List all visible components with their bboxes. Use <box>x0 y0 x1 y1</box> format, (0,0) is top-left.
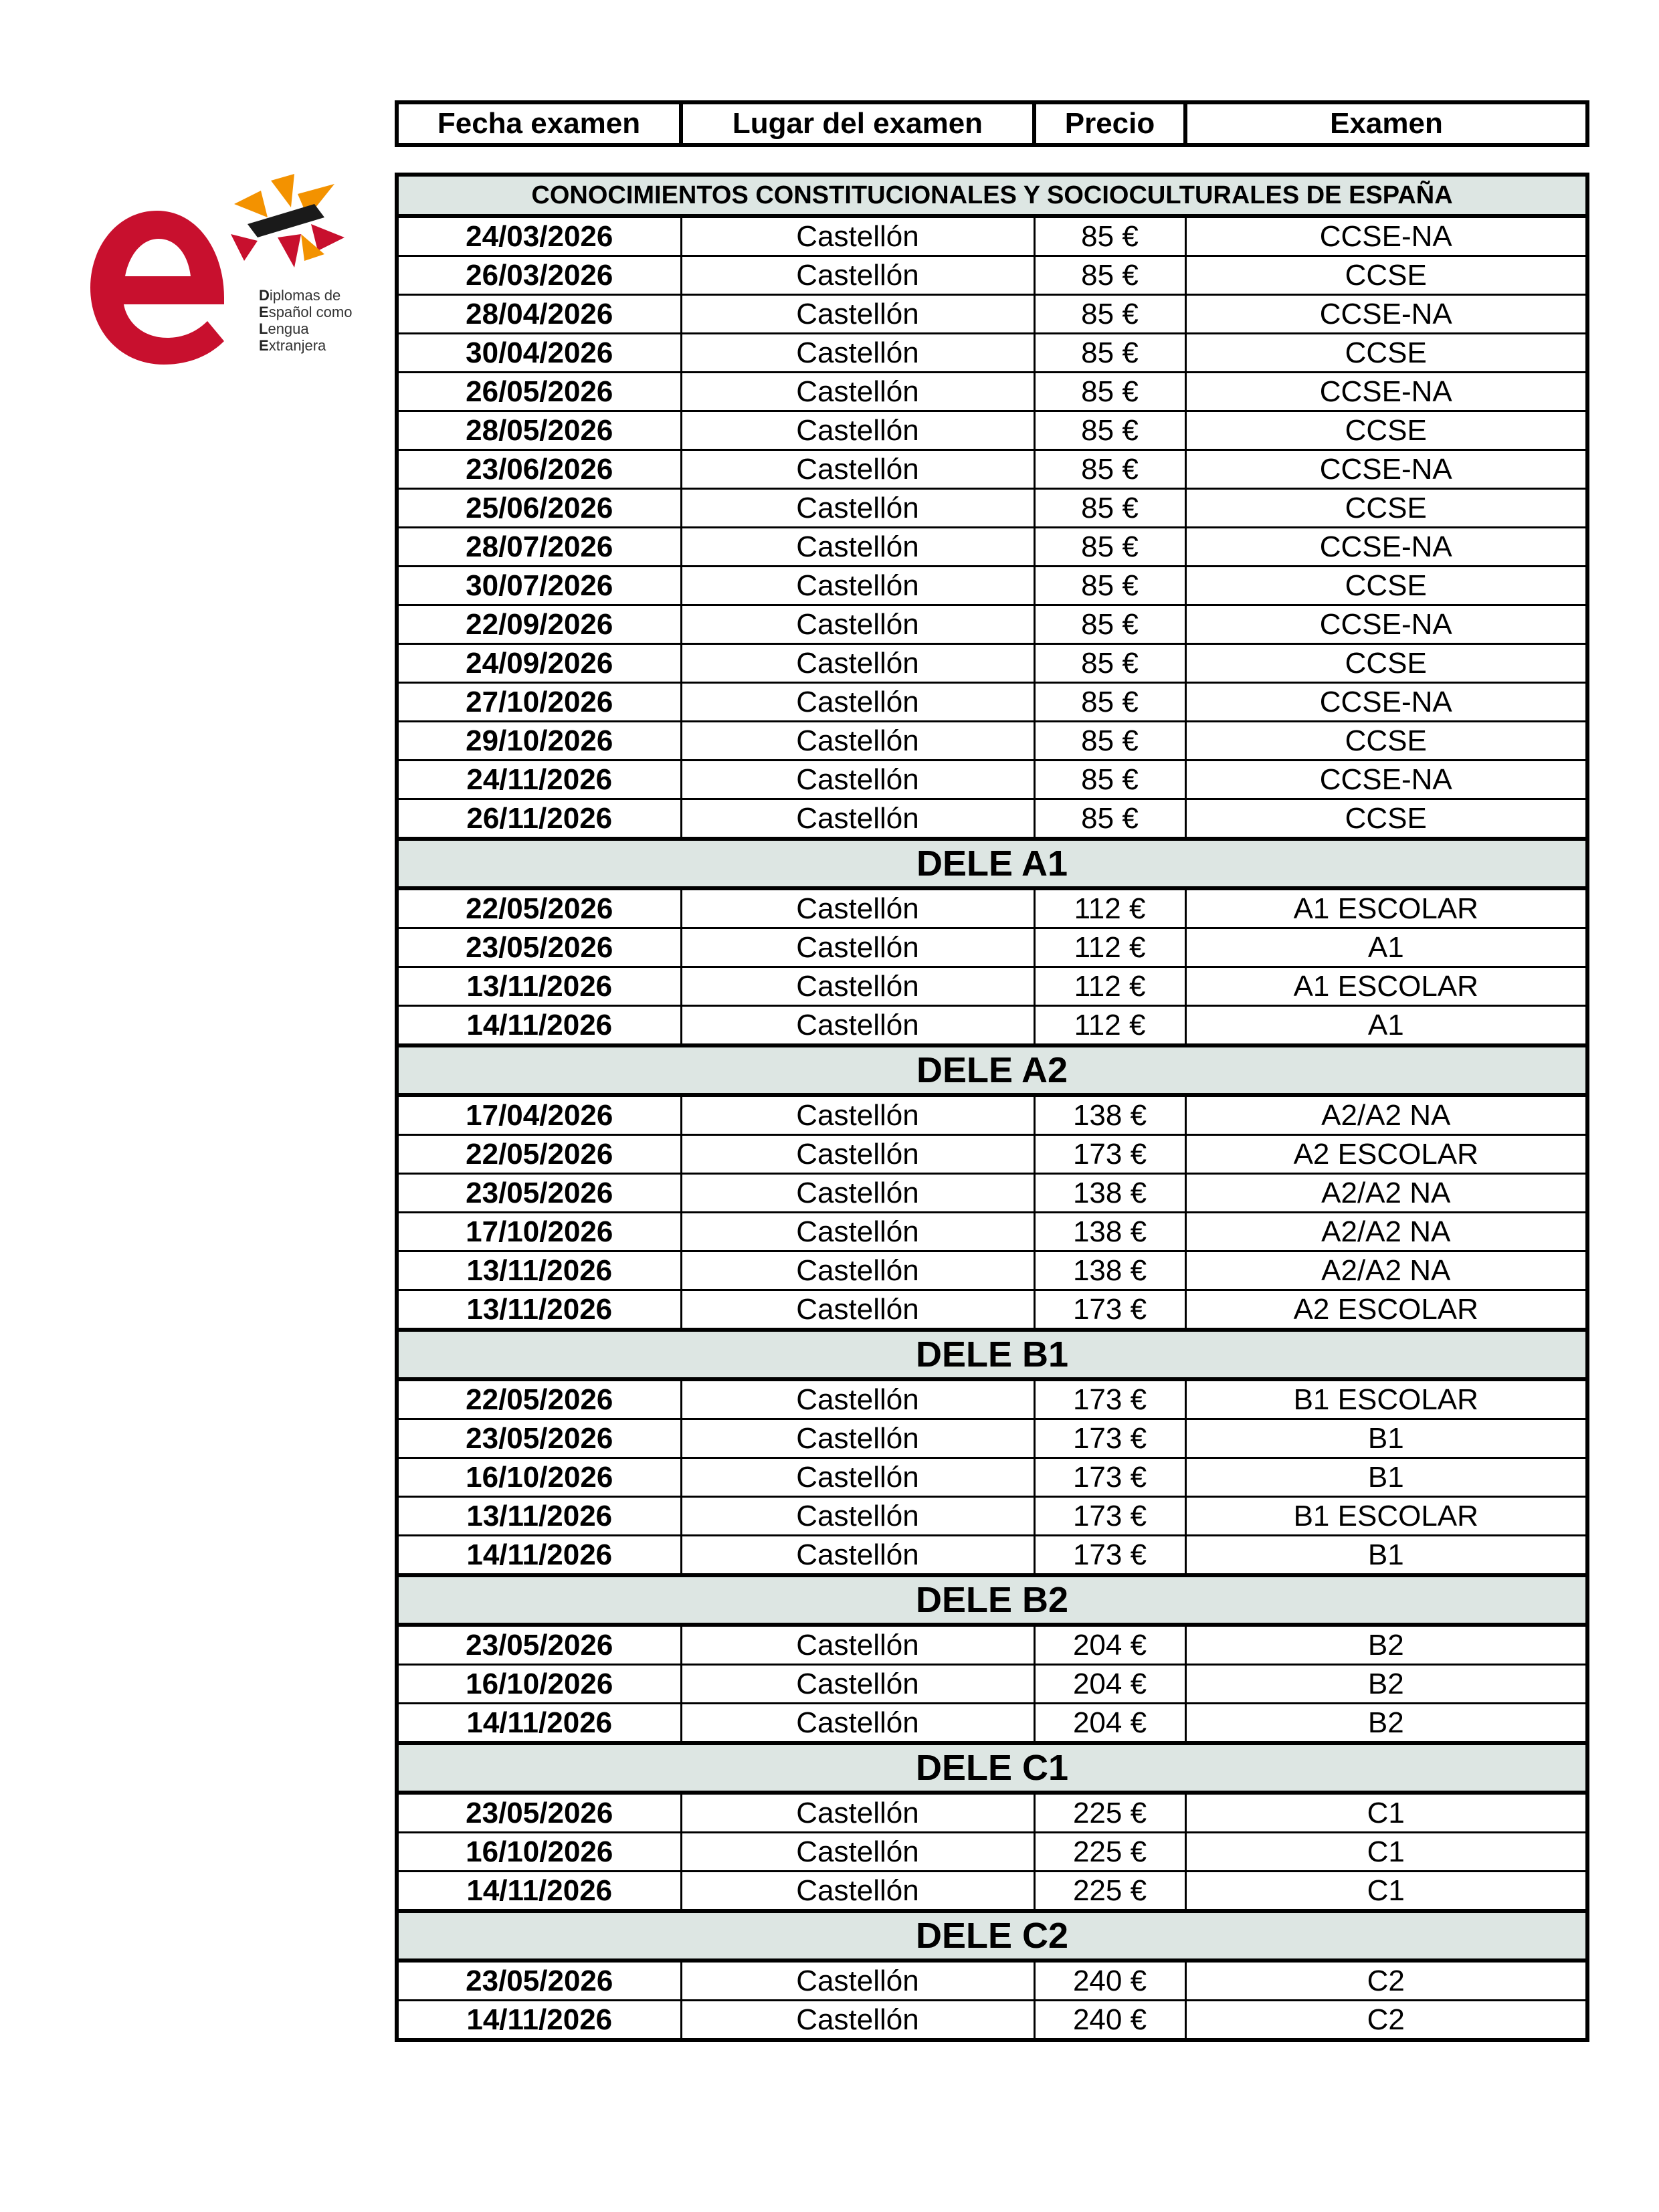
exam-date: 30/04/2026 <box>397 334 681 373</box>
table-row <box>397 528 1587 567</box>
table-row <box>397 295 1587 334</box>
exam-location: Castellón <box>681 683 1034 722</box>
exam-location: Castellón <box>681 1833 1034 1872</box>
section-header-row <box>397 1911 1587 1960</box>
exam-type: B2 <box>1185 1665 1587 1704</box>
header-examen: Examen <box>1185 102 1587 145</box>
exam-type: CCSE-NA <box>1185 605 1587 644</box>
exam-type: C1 <box>1185 1833 1587 1872</box>
exam-date: 14/11/2026 <box>397 2001 681 2041</box>
table-row <box>397 411 1587 450</box>
exam-date: 14/11/2026 <box>397 1536 681 1576</box>
table-row <box>397 450 1587 489</box>
section-title: CONOCIMIENTOS CONSTITUCIONALES Y SOCIOCULTURALES DE ESPAÑA <box>397 175 1587 216</box>
exam-date: 23/05/2026 <box>397 928 681 967</box>
exam-schedule-body <box>397 175 1587 2040</box>
exam-type: CCSE <box>1185 567 1587 605</box>
exam-type: C2 <box>1185 2001 1587 2041</box>
exam-date: 16/10/2026 <box>397 1833 681 1872</box>
exam-type: CCSE <box>1185 256 1587 295</box>
exam-date: 23/05/2026 <box>397 1793 681 1833</box>
exam-location: Castellón <box>681 1251 1034 1290</box>
exam-location: Castellón <box>681 1793 1034 1833</box>
exam-type: A2 ESCOLAR <box>1185 1135 1587 1174</box>
column-header-row <box>397 102 1587 145</box>
exam-date: 13/11/2026 <box>397 1290 681 1330</box>
exam-price: 240 € <box>1034 1960 1185 2001</box>
exam-date: 24/09/2026 <box>397 644 681 683</box>
table-row <box>397 1290 1587 1330</box>
exam-type: CCSE-NA <box>1185 528 1587 567</box>
table-row <box>397 1379 1587 1419</box>
exam-date: 24/03/2026 <box>397 216 681 256</box>
exam-price: 85 € <box>1034 334 1185 373</box>
exam-price: 173 € <box>1034 1290 1185 1330</box>
exam-price: 85 € <box>1034 489 1185 528</box>
table-row <box>397 1458 1587 1497</box>
exam-price: 204 € <box>1034 1625 1185 1665</box>
exam-price: 138 € <box>1034 1251 1185 1290</box>
exam-type: B2 <box>1185 1704 1587 1744</box>
exam-location: Castellón <box>681 411 1034 450</box>
logo-star-red-2 <box>278 234 301 268</box>
exam-location: Castellón <box>681 1135 1034 1174</box>
logo-star-orange-3 <box>234 191 268 217</box>
exam-location: Castellón <box>681 1006 1034 1046</box>
table-row <box>397 1833 1587 1872</box>
exam-date: 13/11/2026 <box>397 1497 681 1536</box>
exam-location: Castellón <box>681 1872 1034 1912</box>
exam-location: Castellón <box>681 1174 1034 1213</box>
table-row <box>397 1006 1587 1046</box>
exam-location: Castellón <box>681 1379 1034 1419</box>
exam-date: 28/07/2026 <box>397 528 681 567</box>
section-title: DELE C1 <box>397 1743 1587 1793</box>
section-title: DELE B1 <box>397 1330 1587 1379</box>
exam-date: 22/05/2026 <box>397 888 681 928</box>
exam-price: 225 € <box>1034 1793 1185 1833</box>
section-title: DELE A1 <box>397 839 1587 888</box>
exam-date: 13/11/2026 <box>397 967 681 1006</box>
exam-type: CCSE-NA <box>1185 683 1587 722</box>
exam-type: B1 ESCOLAR <box>1185 1379 1587 1419</box>
table-row <box>397 1174 1587 1213</box>
table-row <box>397 567 1587 605</box>
logo-caption-line <box>259 320 352 337</box>
logo-caption-line <box>259 287 352 304</box>
exam-date: 24/11/2026 <box>397 761 681 799</box>
logo-caption-initial: D <box>259 287 270 304</box>
exam-location: Castellón <box>681 489 1034 528</box>
exam-price: 112 € <box>1034 967 1185 1006</box>
exam-date: 22/05/2026 <box>397 1135 681 1174</box>
exam-type: C1 <box>1185 1872 1587 1912</box>
exam-price: 112 € <box>1034 888 1185 928</box>
exam-date: 23/05/2026 <box>397 1625 681 1665</box>
exam-location: Castellón <box>681 216 1034 256</box>
exam-price: 85 € <box>1034 216 1185 256</box>
exam-type: B1 ESCOLAR <box>1185 1497 1587 1536</box>
table-row <box>397 1135 1587 1174</box>
exam-price: 240 € <box>1034 2001 1185 2041</box>
exam-date: 23/05/2026 <box>397 1174 681 1213</box>
exam-type: CCSE-NA <box>1185 373 1587 411</box>
table-row <box>397 1536 1587 1576</box>
exam-type: B1 <box>1185 1458 1587 1497</box>
exam-date: 26/11/2026 <box>397 799 681 839</box>
exam-price: 138 € <box>1034 1174 1185 1213</box>
table-row <box>397 373 1587 411</box>
exam-price: 85 € <box>1034 256 1185 295</box>
section-header-row <box>397 1045 1587 1095</box>
exam-type: C1 <box>1185 1793 1587 1833</box>
exam-date: 14/11/2026 <box>397 1872 681 1912</box>
exam-type: CCSE <box>1185 644 1587 683</box>
exam-type: B1 <box>1185 1536 1587 1576</box>
exam-price: 138 € <box>1034 1213 1185 1251</box>
table-row <box>397 605 1587 644</box>
exam-type: CCSE <box>1185 722 1587 761</box>
exam-price: 85 € <box>1034 450 1185 489</box>
exam-date: 14/11/2026 <box>397 1704 681 1744</box>
table-row <box>397 1665 1587 1704</box>
exam-type: A1 ESCOLAR <box>1185 888 1587 928</box>
exam-location: Castellón <box>681 295 1034 334</box>
exam-date: 16/10/2026 <box>397 1458 681 1497</box>
exam-type: A2/A2 NA <box>1185 1095 1587 1135</box>
exam-location: Castellón <box>681 1625 1034 1665</box>
exam-date: 25/06/2026 <box>397 489 681 528</box>
table-row <box>397 722 1587 761</box>
exam-date: 26/03/2026 <box>397 256 681 295</box>
exam-location: Castellón <box>681 373 1034 411</box>
exam-location: Castellón <box>681 761 1034 799</box>
table-row <box>397 216 1587 256</box>
table-row <box>397 1872 1587 1912</box>
column-header-table <box>395 100 1589 147</box>
exam-date: 16/10/2026 <box>397 1665 681 1704</box>
exam-location: Castellón <box>681 1960 1034 2001</box>
exam-location: Castellón <box>681 256 1034 295</box>
table-row <box>397 489 1587 528</box>
header-fecha: Fecha examen <box>397 102 681 145</box>
exam-date: 27/10/2026 <box>397 683 681 722</box>
section-header-row <box>397 1330 1587 1379</box>
exam-price: 85 € <box>1034 799 1185 839</box>
exam-price: 138 € <box>1034 1095 1185 1135</box>
logo-letter-e <box>90 211 224 365</box>
section-header-row <box>397 1575 1587 1625</box>
exam-date: 17/04/2026 <box>397 1095 681 1135</box>
exam-location: Castellón <box>681 1290 1034 1330</box>
exam-price: 173 € <box>1034 1379 1185 1419</box>
exam-price: 112 € <box>1034 928 1185 967</box>
exam-type: A1 <box>1185 1006 1587 1046</box>
exam-price: 85 € <box>1034 761 1185 799</box>
exam-date: 28/05/2026 <box>397 411 681 450</box>
exam-location: Castellón <box>681 1213 1034 1251</box>
table-row <box>397 1960 1587 2001</box>
table-row <box>397 799 1587 839</box>
exam-type: C2 <box>1185 1960 1587 2001</box>
exam-type: B1 <box>1185 1419 1587 1458</box>
section-header-row <box>397 839 1587 888</box>
logo-caption-rest: xtranjera <box>268 337 326 354</box>
exam-location: Castellón <box>681 967 1034 1006</box>
exam-type: A1 <box>1185 928 1587 967</box>
logo-star-orange-1 <box>271 174 294 207</box>
logo-caption-initial: L <box>259 320 268 337</box>
exam-date: 30/07/2026 <box>397 567 681 605</box>
exam-location: Castellón <box>681 799 1034 839</box>
exam-type: CCSE-NA <box>1185 450 1587 489</box>
exam-date: 26/05/2026 <box>397 373 681 411</box>
exam-location: Castellón <box>681 528 1034 567</box>
logo-caption-line <box>259 304 352 320</box>
exam-location: Castellón <box>681 1497 1034 1536</box>
exam-price: 204 € <box>1034 1704 1185 1744</box>
section-title: DELE A2 <box>397 1045 1587 1095</box>
exam-location: Castellón <box>681 2001 1034 2041</box>
exam-price: 85 € <box>1034 605 1185 644</box>
exam-price: 85 € <box>1034 528 1185 567</box>
exam-date: 29/10/2026 <box>397 722 681 761</box>
exam-type: CCSE <box>1185 799 1587 839</box>
table-row <box>397 644 1587 683</box>
exam-location: Castellón <box>681 1095 1034 1135</box>
exam-price: 225 € <box>1034 1872 1185 1912</box>
exam-location: Castellón <box>681 1536 1034 1576</box>
exam-price: 85 € <box>1034 567 1185 605</box>
section-header-row <box>397 175 1587 216</box>
table-row <box>397 683 1587 722</box>
exam-price: 173 € <box>1034 1458 1185 1497</box>
exam-location: Castellón <box>681 605 1034 644</box>
exam-type: CCSE-NA <box>1185 216 1587 256</box>
exam-location: Castellón <box>681 722 1034 761</box>
table-row <box>397 1497 1587 1536</box>
table-row <box>397 334 1587 373</box>
exam-location: Castellón <box>681 644 1034 683</box>
exam-price: 173 € <box>1034 1135 1185 1174</box>
exam-price: 85 € <box>1034 411 1185 450</box>
dele-logo <box>90 171 371 365</box>
exam-date: 14/11/2026 <box>397 1006 681 1046</box>
table-row <box>397 1625 1587 1665</box>
exam-schedule-table <box>395 173 1589 2042</box>
exam-price: 112 € <box>1034 1006 1185 1046</box>
exam-type: CCSE <box>1185 334 1587 373</box>
exam-location: Castellón <box>681 1665 1034 1704</box>
table-row <box>397 1213 1587 1251</box>
exam-date: 23/05/2026 <box>397 1960 681 2001</box>
exam-price: 85 € <box>1034 683 1185 722</box>
exam-price: 173 € <box>1034 1419 1185 1458</box>
exam-price: 85 € <box>1034 722 1185 761</box>
table-row <box>397 2001 1587 2041</box>
exam-location: Castellón <box>681 450 1034 489</box>
table-row <box>397 967 1587 1006</box>
table-row <box>397 928 1587 967</box>
header-precio: Precio <box>1034 102 1185 145</box>
table-row <box>397 888 1587 928</box>
logo-caption-rest: iplomas de <box>269 287 341 304</box>
exam-type: CCSE-NA <box>1185 295 1587 334</box>
logo-caption-rest: engua <box>268 320 309 337</box>
logo-caption-line <box>259 337 352 354</box>
exam-date: 13/11/2026 <box>397 1251 681 1290</box>
exam-date: 22/09/2026 <box>397 605 681 644</box>
exam-location: Castellón <box>681 888 1034 928</box>
table-row <box>397 1251 1587 1290</box>
exam-location: Castellón <box>681 334 1034 373</box>
exam-type: A2/A2 NA <box>1185 1251 1587 1290</box>
exam-type: B2 <box>1185 1625 1587 1665</box>
exam-type: A1 ESCOLAR <box>1185 967 1587 1006</box>
table-row <box>397 761 1587 799</box>
table-row <box>397 1793 1587 1833</box>
logo-star-red-3 <box>231 234 258 261</box>
exam-type: A2/A2 NA <box>1185 1174 1587 1213</box>
section-header-row <box>397 1743 1587 1793</box>
table-row <box>397 256 1587 295</box>
logo-caption-initial: E <box>259 304 269 320</box>
exam-price: 204 € <box>1034 1665 1185 1704</box>
table-row <box>397 1419 1587 1458</box>
exam-type: A2 ESCOLAR <box>1185 1290 1587 1330</box>
exam-price: 85 € <box>1034 373 1185 411</box>
logo-caption <box>259 287 352 354</box>
exam-price: 173 € <box>1034 1536 1185 1576</box>
exam-location: Castellón <box>681 928 1034 967</box>
exam-date: 17/10/2026 <box>397 1213 681 1251</box>
table-row <box>397 1704 1587 1744</box>
table-row <box>397 1095 1587 1135</box>
exam-date: 22/05/2026 <box>397 1379 681 1419</box>
section-title: DELE C2 <box>397 1911 1587 1960</box>
exam-date: 23/06/2026 <box>397 450 681 489</box>
exam-location: Castellón <box>681 1419 1034 1458</box>
exam-date: 23/05/2026 <box>397 1419 681 1458</box>
exam-price: 85 € <box>1034 644 1185 683</box>
logo-caption-initial: E <box>259 337 269 354</box>
exam-price: 85 € <box>1034 295 1185 334</box>
logo-caption-rest: spañol como <box>268 304 353 320</box>
exam-type: CCSE <box>1185 489 1587 528</box>
section-title: DELE B2 <box>397 1575 1587 1625</box>
header-lugar: Lugar del examen <box>681 102 1034 145</box>
exam-price: 173 € <box>1034 1497 1185 1536</box>
logo-star-red-1 <box>311 224 345 251</box>
exam-type: A2/A2 NA <box>1185 1213 1587 1251</box>
exam-price: 225 € <box>1034 1833 1185 1872</box>
exam-date: 28/04/2026 <box>397 295 681 334</box>
exam-location: Castellón <box>681 1704 1034 1744</box>
exam-location: Castellón <box>681 567 1034 605</box>
exam-type: CCSE <box>1185 411 1587 450</box>
exam-type: CCSE-NA <box>1185 761 1587 799</box>
exam-location: Castellón <box>681 1458 1034 1497</box>
